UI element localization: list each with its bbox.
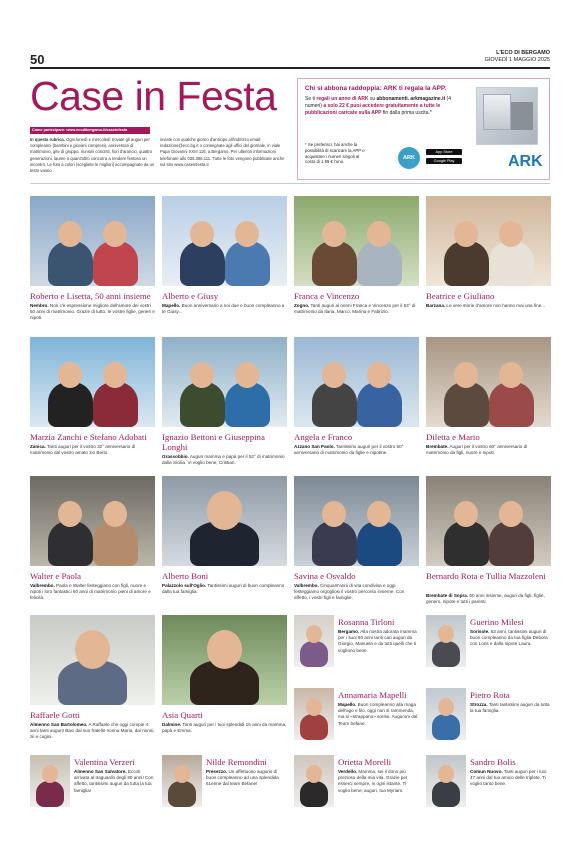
person-head [103,362,127,388]
greeting-photo [30,196,155,286]
greeting-name: Ignazio Bettoni e Giuseppina Longhi [162,432,265,452]
greeting-message: Buon compleanno alla maga dell'ago e filo, oggi non si rammenda, ma si «strappano» sorrisi. Auguroni dal Team befane. [338,702,418,726]
greeting-text [30,303,155,322]
greeting-place: Presezzo. [206,769,228,774]
person-head [174,765,190,783]
person-head [306,698,322,716]
greeting-photo [426,476,551,566]
greeting-name: Alberto e Giusy [162,291,219,301]
greeting-text [162,583,287,595]
greeting-photo [294,688,334,740]
person-head [235,221,259,247]
greeting-photo [162,755,202,807]
greeting-place: Valbrembo. [30,583,55,588]
greeting-place: Zanica. [30,444,46,449]
section-divider [30,183,550,184]
greeting-name: Diletta e Mario [426,432,480,442]
person-head [454,221,478,247]
greeting-text [294,583,419,602]
greeting-name: Savina e Osvaldo [294,571,356,581]
greeting-photo [30,337,155,427]
person-figure [444,382,489,427]
greeting-name: Guerino Milesi [470,617,524,627]
person-head [322,501,346,527]
greeting-message: Tanti auguri per i tuoi 47 anni dal tuo amico delle triplete. Ti voglio tanto bene. [470,769,547,787]
greeting-photo [426,755,466,807]
greeting-message: Alla nostra adorata mamma per i suoi 80 anni tanti cari auguri da Giorgio, Manuela e da tutti quelli che ti vogliono bene. [338,629,417,653]
person-head [322,221,346,247]
greeting-photo [294,615,334,667]
person-head [367,362,391,388]
person-head [438,765,454,783]
greeting-name: Beatrice e Giuliano [426,291,495,301]
person-figure [432,714,460,740]
greeting-message: Non c'è espressione migliore dell'amore dei vostri 50 anni di matrimonio. Grazie di tutto, le vostre figlie, generi e nipoti. [30,303,155,321]
promo-p6: a solo 22 € puoi accedere gratuitamente a tutte le pubblicazioni caricate sulla APP [305,102,441,116]
greeting-place: Strozza. [470,702,488,707]
greeting-text [338,629,419,654]
person-head [58,501,82,527]
greeting-photo [426,196,551,286]
intro-column-1 [30,137,155,174]
intro-column-2: inviate con qualche giorno d'anticipo all'indirizzo email: redazione@eco.bg.it o consegnate agli uffici del giornale, in viale Papa Giovanni XXIII 118, a Bergamo. Per ulteriori informazioni telefonare allo 035.386.111. Tutte le foto vengono pubblicate anche sul sito www.caseinfesta.it [160,137,285,167]
intro-text-1: Ogni lunedì e mercoledì trovate gli auguri per compleanni (bambini e giovani compresi), anniversari di matrimonio, gite di gruppo, riunioni coscritti, fiori d'arancio, quattro generazioni, lauree o quant'altro concorra a rendere festoso un incontro. Le foto a colori (scegliete le migliori) accompagnate da un testo vanno [30,137,155,174]
person-figure [432,781,460,807]
greeting-name: Annamaria Mapelli [338,690,407,700]
person-figure [225,241,270,286]
greeting-name: Angela e Franco [294,432,353,442]
greeting-text [470,702,551,714]
greeting-place: Barzana. [426,303,446,308]
person-figure [300,781,328,807]
greeting-message: Tanti tantissimi auguri da tutta la tua famiglia. [470,702,550,714]
page-number: 50 [30,52,45,67]
greeting-place: Mapello. [338,702,357,707]
participation-bar: Come partecipare: www.ecodibergamo.it/caseinfesta [30,127,150,134]
person-head [103,501,127,527]
person-figure [489,241,534,286]
greeting-name: Roberto e Lisetta, 50 anni insieme [30,291,151,301]
greeting-text [294,303,419,315]
greeting-message: Tanti auguri per il vostro 32° anniversario di matrimonio dal vostro amato zio Berto. [30,444,136,456]
greeting-place: Valbrembo. [294,583,319,588]
greeting-text [162,454,287,466]
greeting-message: Tantissimi auguri per il vostro 50° anniversario di matrimonio da figlie e nipotine. [294,444,404,456]
greeting-text [338,702,419,727]
greeting-name: Rosanna Tirloni [338,617,395,627]
promo-p3: su [368,96,377,102]
greeting-text [470,629,551,648]
person-head [438,698,454,716]
greeting-name: Valentina Verzeri [74,757,135,767]
promo-note: * Se preferisci, hai anche la possibilità di scaricare la APP e acquistare i numeri singoli al costo di 1,99 € l'uno. [305,142,365,165]
promo-p7: fin dalla prima uscita.* [381,109,432,116]
person-figure [180,241,225,286]
greeting-name: Raffaele Gotti [30,710,80,720]
greeting-message: 60 anni insieme, auguri da figli, figlie, genero, nipote e tutti i parenti. [426,593,545,605]
greeting-place: Brembate di Sopra. [426,593,469,598]
person-figure [168,781,196,807]
greeting-photo [30,476,155,566]
person-figure [357,241,402,286]
greeting-photo [294,337,419,427]
person-head [322,362,346,388]
greeting-place: Bergamo. [338,629,360,634]
greeting-photo [426,688,466,740]
promo-p2: regali un anno di ARK [316,96,369,102]
person-figure [444,241,489,286]
greeting-message: A Raffaele che oggi compie 4 anni tanti auguri! Baci dal suo fratello nonna Maria, dai nonni, zii e cugini. [30,722,155,740]
greeting-name: Walter e Paola [30,571,82,581]
person-figure [48,241,93,286]
person-head [103,221,127,247]
person-figure [300,641,328,667]
magazine-device-image [476,87,538,145]
greeting-photo [426,615,466,667]
section-title: Case in Festa [30,73,277,119]
app-store-badge[interactable]: App Store [426,149,462,155]
greeting-message: Paola e Walter festeggiano con figli, nuore e nipoti i loro fantastici 60 anni di matrimonio pieni di amore e felicità. [30,583,151,601]
issue-date: GIOVEDÌ 1 MAGGIO 2025 [484,57,550,63]
ark-logo: ARK [398,147,420,169]
greeting-place: Sorisole. [470,629,490,634]
greeting-name: Bernardo Rota e Tullia Mazzoleni [426,571,546,581]
person-head [58,221,82,247]
greeting-name: Pietro Rota [470,690,510,700]
greeting-message: Cinquant'anni di vita condivisa e oggi festeggiamo orgogliosi il vostro percorso insieme. Con affetto, i vostri figli e famiglie. [294,583,405,601]
greeting-name: Nilde Remondini [206,757,267,767]
person-figure [432,641,460,667]
greeting-name: Franca e Vincenzo [294,291,360,301]
greeting-name: Marzia Zanchi e Stefano Adobati [30,432,147,442]
greeting-message: Un affettuoso augurio di buon compleanno ad una splendida 61enne dal team Befane! [206,769,279,787]
person-figure [312,382,357,427]
greeting-photo [294,196,419,286]
person-figure [312,521,357,566]
greeting-message: Auguri per il vostro 60° anniversario di matrimonio da figli, nuore e nipoti. [426,444,528,456]
ark-promo-box [297,78,550,180]
greeting-message: Buon anniversario a noi due e buon compleanno a te Giusy... [162,303,285,315]
promo-headline: Chi si abbona raddoppia: ARK ti regala la APP. [305,85,447,92]
person-figure [300,714,328,740]
greeting-text [162,722,287,734]
person-figure [93,241,138,286]
greeting-place: Brembate. [426,444,449,449]
greeting-place: Comun Nuovo. [470,769,503,774]
person-figure [48,382,93,427]
greeting-message: Eccoti arrivata al traguardo degli 80 anni! Con affetto, tantissimi auguri da tutta la tua famiglia! [74,769,154,793]
person-figure [357,521,402,566]
person-figure [180,382,225,427]
greeting-name: Alberto Boni [162,571,209,581]
person-head [190,221,214,247]
person-head [58,362,82,388]
greeting-photo [30,615,155,705]
person-figure [357,382,402,427]
greeting-place: Grassobbio. [162,454,189,459]
person-head [438,625,454,643]
person-head [235,362,259,388]
greeting-message: Auguri mamma e papà per il 52° di matrimonio dalla Sicilia. Vi voglio bene, Cristian. [162,454,285,466]
greeting-text [470,769,551,788]
greeting-text [338,769,419,794]
promo-p1: Se ti [305,96,317,102]
person-figure [444,521,489,566]
person-head [207,491,242,530]
greeting-text [294,444,419,456]
greeting-text [206,769,287,788]
promo-p5: (4 numeri) [305,96,451,109]
greeting-place: Palazzolo sull'Oglio. [162,583,207,588]
greeting-photo [162,476,287,566]
person-head [499,221,523,247]
greeting-text [30,722,155,741]
greeting-text [30,444,155,456]
greeting-text [426,444,551,456]
person-head [499,362,523,388]
promo-p4: abbonamenti. arkmagazine.it [376,96,446,102]
greeting-text [74,769,155,794]
greeting-place: Verdello. [338,769,358,774]
person-head [306,625,322,643]
person-head [367,221,391,247]
greeting-message: Tantissimi auguri di buon compleanno dalla tua famiglia. [162,583,285,595]
greeting-text [426,303,551,309]
greeting-message: 83 anni, tantissimi auguri di buon compleanno da tua figlia Debora con Loris e dalla nipote Laura. [470,629,548,647]
greeting-text [426,593,551,605]
google-play-badge[interactable]: Google Play [426,158,462,164]
ark-brand: ARK [508,153,543,170]
masthead [485,50,550,64]
greeting-text [30,583,155,602]
person-head [306,765,322,783]
person-figure [48,521,93,566]
greeting-photo [426,337,551,427]
greeting-message: Mamma, sei il dono più prezioso della mia vita. Grazie per esserci sempre, in ogni istante. Ti voglio bene; auguri, tua Myriam. [338,769,408,793]
person-figure [225,382,270,427]
greeting-name: Asia Quarti [162,710,203,720]
person-figure [93,521,138,566]
greeting-place: Mapello. [162,303,181,308]
greeting-photo [162,615,287,705]
greeting-message: Tanti auguri ai nonni Franca e Vincenzo per il 53° di matrimonio da Ilaria, Marco, Marina e Fabrizio. [294,303,416,315]
greeting-place: Azzano San Paolo. [294,444,335,449]
person-figure [93,382,138,427]
person-head [499,501,523,527]
greeting-text [162,303,287,315]
header-rule [30,67,550,69]
greeting-name: Sandro Bolis [470,757,516,767]
intro-lead: In questa rubrica. [30,137,65,142]
person-head [207,630,242,669]
greeting-message: Le vere storie d'amore non hanno mai una fine... [445,303,546,308]
person-figure [489,521,534,566]
greeting-photo [162,196,287,286]
greeting-name: Orietta Morelli [338,757,392,767]
greeting-photo [294,755,334,807]
greeting-place: Zogno. [294,303,310,308]
greeting-photo [30,755,70,807]
person-head [190,362,214,388]
greeting-place: Dalmine. [162,722,182,727]
person-head [42,765,58,783]
person-head [454,362,478,388]
promo-body [305,96,468,116]
greeting-message: Tanti auguri per i tuoi splendidi 15 anni da mamma, papà e Emma. [162,722,287,734]
greeting-place: Nembro. [30,303,49,308]
greeting-photo [294,476,419,566]
greeting-photo [162,337,287,427]
person-head [75,630,110,669]
greeting-place: Almenno San Bartolomeo. [30,722,88,727]
person-figure [36,781,64,807]
newspaper-name: L'ECO DI BERGAMO [496,50,550,56]
person-head [367,501,391,527]
person-figure [489,382,534,427]
greeting-place: Almenno San Salvatore. [74,769,127,774]
person-figure [312,241,357,286]
person-head [454,501,478,527]
